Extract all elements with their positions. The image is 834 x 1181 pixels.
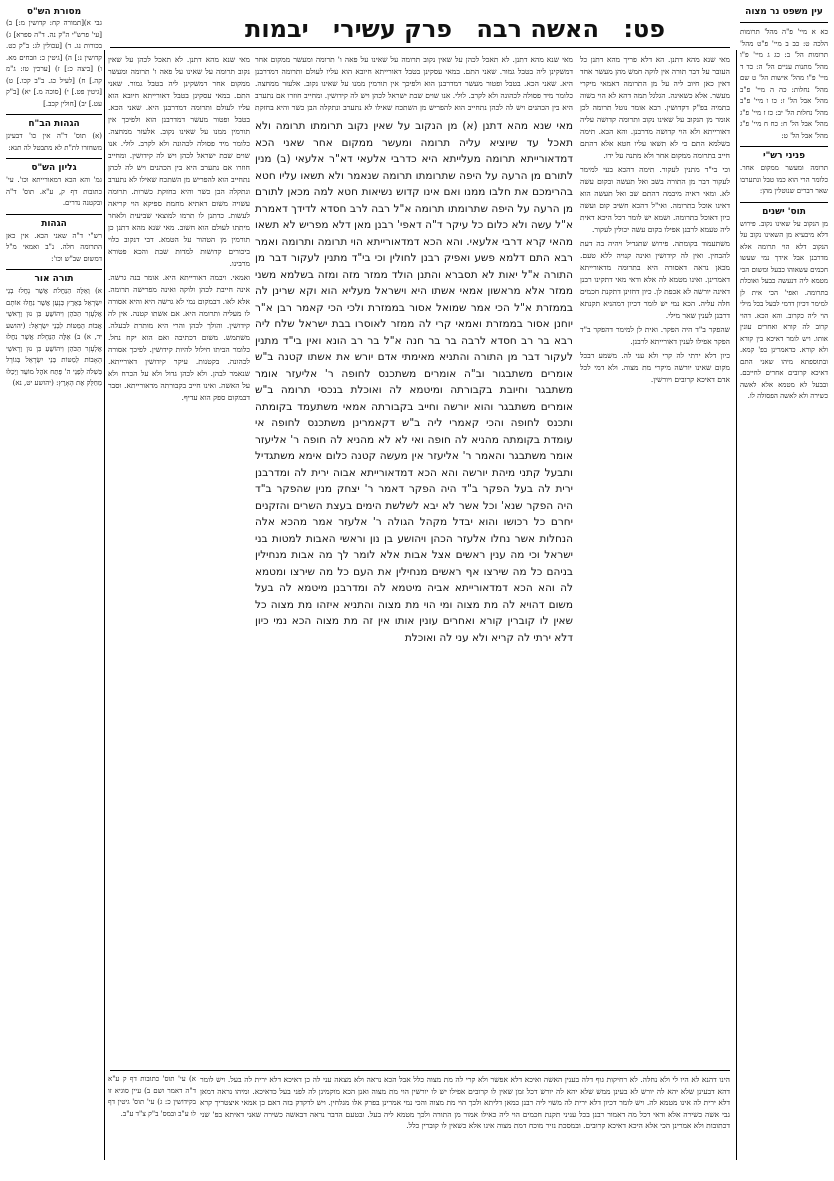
gilyon-text: גמ' והא הכא דמאורייתא וכו'. עי' כתובות דף ק, ע"א. תוס' ד"ה ובקטנה נדרים.: [6, 176, 102, 207]
chapter-title: האשה רבה: [476, 15, 599, 43]
pninei-rashi-title: פניני רש"י: [762, 151, 806, 161]
bottom-side-text: א) עי' תוס' כתובות דף ק ע"א ד"ה דאמר ושם ב) עיין סוגיא זו בקידושין כ: ג) עי' תוס' גיטין דף לו ע"ב ובמס' ב"ק צ"ד ע"ב.: [108, 1075, 196, 1118]
tosafot-text-5: כיון דלא ירתי לה קרי ולא עני לה. משמע דבכל מקום שאינו יורשה מיקרי מת מצוה. ולא דמי לכל אדם דאיכא קרובים ויורשין.: [580, 351, 730, 384]
tosafot-text-1: מאי שנא מהא דתנן. הא דלא פריך מהא דתנן כל העובר על דבר תורה אין לוקה חמש מהן מעשר אחד דאין כאן חיוב ליה על מן התרומה דאמאי מיקרי מעשר. אלא כשאינה. הגלגל תמה דהא לא הוי בשוה בתמיה בפ"ק דקדושין. רבא אומר נוטל תרומה לכן אומר מן הנקוב על שאינו נקוב ותרומה קדושה עליה דאורייתא ולא הוי קדושה מדרבנן. והא הכא. תימה בשלמא התם כי לא תשאו עליו חטא אלא דהתם חייב בתרומה ממקום אחר ולא מתנה על ידו.: [580, 55, 730, 160]
gemara-text: מאי שנא מהא דתנן (א) מן הנקוב על שאין נקוב תרומתו תרומה ולא תאכל עד שיוציא עליה תרומה ומעשר ממקום אחר שאני הכא דמדאורייתא תרומה מעלייתא היא כדרבי אלעאי דא"ר אלעאי (ב) מנין לתורם מן הרעה על היפה שתרומתו תרומה שנאמר ולא תשאו עליו חטא בהרימכם את חלבו ממנו ואם אינו קדוש נשיאות חטא למה מכאן לתורם מן הרעה על היפה שתרומתו תרומה א"ל רבה לרב חסדא לדידך דאמרת א"ל עשה ולא כלום כל עיקר ד"ה דאפי' רבנן מאן דלא מפריש לא תשאו מהאי קרא דרבי אלעאי. והא הכא דמדאורייתא הוי תרומה ותרומה ואמר רבא התם דלמא פשע ואפיק רבנן לחולין וכי בי"ד מתנין לעקור דבר מן התורה א"ל יאות לא תסברא והתנן הולד ממזר מזה ומזה בשלמא משני ממזר אלא מראשון אמאי אשתו היא וישראל מעליא הוא וקא שרינן לה בממזרת א"ל הכי אמר שמואל אסור בממזרת ולכי הכי קאמר רבן א"ר יוחנן אסור בממזרת ואמאי קרי לה ממזר לאוסרו בבת ישראל שלח ליה רבא בר רב חסדא לרבה בר בר חנה א"ל בר רב הונא ואין בי"ד מתנין לעקור דבר מן התורה והתניא מאימתי אדם יורש את אשתו קטנה ב"ש אומרים משתבגור וב"ה אומרים משתכנס לחופה ר' אליעזר אומר משתבגר וחיובת בקבורתה ומיטמא לה ואוכלת בנכסי תרומה ב"ש אומרים משתבגר והוא יורשה וחייב בקבורתה אמאי משתעמד בקומתה ותכנס לחופה והכי קאמרי ליה ב"ש דקאמרינן משתכנס לחופה אי עומדת בקומתה מהניא לה חופה ואי לא לא מהניא לה חופה ר' אליעזר אומר משתבגר והאמר ר' אליעזר אין מעשה קטנה כלום אימא משתגדיל ותבעל קתני מיהת יורשה והא הכא דמדאורייתא אבוה ירית לה ומדרבנן ירית לה בעל הפקר ב"ד היה הפקר דאמר ר' יצחק מנין שהפקר ב"ד היה הפקר שנא' וכל אשר לא יבא לשלשת הימים בעצת השרים והזקנים יחרם כל רכושו והוא יבדל מקהל הגולה ר' אלעזר אמר מהכא אלה הנחלות אשר נחלו אלעזר הכהן ויהושע בן נון וראשי האבות למטות בני ישראל וכי מה ענין ראשים אצל אבות אלא לומר לך מה אבות מנחילין בניהם כל מה שירצו אף ראשים מנחילין את העם כל מה שירצו ומטמא לה והא הכא דמדאורייתא אביה מיטמא לה ומדרבנן מיטמא לה בעל משום דהויא לה מת מצוה ומי הוי מת מצוה והתניא איזהו מת מצוה כל שאין לו קוברין קורא ואחרים עונין אותו אין זה מת מצוה הכא נמי כיון דלא ירתי לה קריא ולא עני לה ואוכלת: [255, 120, 573, 644]
gemara-column: [255, 118, 573, 1068]
rashi-text-1: מאי שנא מהא דתנן. לא תאכל לכהן על שאין נקוב תרומה על שאינו על פאה ו' תרומה ומעשר ממקום אחר דמשקינן ליה בטבל גמור. שאני התם. במאי עסקינן בטבל דאורייתא חיובא הוא עליו לעולם ותרומה דמדרבנן היא. שאני הכא. בטבל ופטור מעשר דמדרבנן הוא ולפיכך אין תורמין ממנו על שאינו נקוב. אלעזר ממחצה. כלומר מיד פסולה לכהונה ולא לקרב. לולי. אנו שוים שבת ישראל לכהן ויש לה קידושין. ומחייב חוזרו אם נתערב היא בין הכהנים ויש לה לכהן נתחייב הוא להפריש מן השתכח שאילו לא נתערב ונתקלה הבן כשר והיא בחזקת כשרות. תרומה עשויה משום דאתיא מחמת ספיקא הוי קריאה לעשות. כדתנן לו תרמו למוצאי שביעית ולאחר מיתתו לעולם הוא חשוב. מאי שנא מהא דתנן כן תורמין מן הטהור על הטמא. דבי דנקוב כלוי ביכורים קדושות למדות שבת והכא פטורא מרבינו.: [108, 55, 250, 268]
left-margin-column: [6, 6, 102, 1166]
ein-mishpat-text: כא א מיי' פ"ה מהל' תרומות הלכה ט: כב ב מיי' פ"ט מהל' תרומות הל' ב: כג ג מיי' פ"ו מהל' מתנות עניים הל' ה: כד ד מיי' פ"ו מהל' אישות הל' ט שם מהל' נחלות: כה ה מיי' פ"ב מהל' אבל הל' ז: כו ו מיי' פ"ב מהל' נחלות הל' יב: כז ז מיי' פ"ג מהל' אבל הל' ח: כח ח מיי' פ"ג מהל' אבל הל' ט:: [740, 28, 828, 140]
rashi-text-2: ואמאי. ויבמה דאורייתא היא. אומר בנה גרשה. אינה חייבת לכהן ולוקה ואינה מפרישה תרומה. אלא לאו. דבמקום נמי לא גרשה היא והיא אסורה לו מעליה ותרומה היא. אם אשתו קטנה. אין לה קידושין. והולך לכהן והרי היא מותרת לבעלה. משתמש. משום דכתיבה ואם הוא יקח נחל. כלומר הביתו חילול להיות קידושין. לפיכך אסורה לכהונה. בקטנות. עיקר קידושין דאורייתא. שנאמר לבהן. ולא לכהן גדול ולא על הכרח ולא על האשה. ואינו חייב בקבורתה מדאורייתא. וסבר דבמקום ספק הוא עדיף.: [108, 273, 250, 402]
tractate-title: יבמות: [245, 15, 309, 43]
ein-mishpat-title: עין משפט נר מצוה: [745, 7, 823, 17]
mesorah-title: מסורת הש"ס: [26, 7, 82, 17]
bottom-side-notes: [108, 1074, 196, 1174]
hagahot-text: רש"י ד"ה שאני הכא. אין כאן התרומה חלה. נ"ב ואמאי מ"ל דמשום שב"ש וכו':: [6, 231, 102, 263]
rashi-column: [108, 54, 250, 844]
tosafot-text-2: וכי בי"ד מתנין לעקור. תימה דהכא בעי למימר לעקור דבר מן התורה בשב ואל תעשה ובקום עשה לא. ומאי ראיה מיבמה דהתם שב ואל תעשה הוא דאינו אוכל בתרומה. ואי"ל דהכא חשיב קום ועשה כיון דאוכל בתרומה. ושמא יש לומר דכל היכא דאית ליה טעמא לרבנן אפילו בקום עשה יכולין לעקור.: [580, 165, 730, 234]
tosafot-yeshanim-title: תוס' ישנים: [762, 206, 806, 217]
folio-label: פט:: [623, 15, 665, 43]
pninei-rashi-text: תרומה ומעשר ממקום אחר. כלומר הרי הוא כמו טבל ונתערבו שאר דברים שנוטלין מהן:: [740, 164, 828, 195]
bottom-notes-text: הינו דהנא לא היו לי ולא נחלה. לא רחיקות גוף דלה בענין האשה ואיכא דלא אפשר ולא קרי לה מת מצוה כלל אבל הכא נראה ולא מצאה עני לה כן דאיכא דלא ירית לה בעל. ויש לומר דהא דבעינן שלא יהא לה יורש לא בעינן ממש שלא יהא לה יורש דכל זמן שאין לו קרובים אפילו יש לו יורשין הוי מת מצוה ואנן הכא מוקמינן לה לפני בעל כדאיכא. ומיהו נראה דמאן דלא ירית לה אינו מטמא לה. ויש לומר דכיון דלא ירית לה משוי ליה רבנן כמאן דליתא ולכך הוי מת מצוה והכי נמי אמרינן בפרק אלו מגלחין. ויש לדקדק בזה דאם כן אמאי איצטריך קרא גבי אשה כשירה אלא ודאי דכל מה דאמור רבנן בכל עניני תקנת חכמים הוי ליה כאילו אמור מן התורה ולכך מטמא ליה בעל. ובטעם הדבר נראה דבאשה כשירה שאני דאיתא בפ' שני דכתובות ולא אמרינן הכי אלא היכא דאיכא קרובים. ובמסכת נזיר מוכח דמת מצוה אינו אלא כשאין לו קוברין כלל.: [200, 1075, 730, 1130]
tosafot-text-4: שהפקר ב"ד היה הפקר. ואית לן למימר דהפקר ב"ד הפקר אפילו לענין דאורייתא לרבנן.: [580, 325, 730, 346]
perek-title: פרק עשירי: [333, 15, 453, 43]
rashi-top-text: מאי שנא מהא דתנן. לא תאכל לכהן על שאין נקוב תרומה על שאינו על פאה ו' תרומה ומעשר ממקום אחר דמשקינן ליה בטבל גמור. שאני התם. במאי עסקינן בטבל דאורייתא חיובא הוא עליו לעולם ותרומה דמדרבנן היא. שאני הכא. בטבל ופטור מעשר דמדרבנן הוא ולפיכך אין תורמין ממנו על שאינו נקוב. אלעזר ממחצה. כלומר מיד פסולה לכהונה ולא לקרב. לולי. אנו שוים שבת ישראל לכהן ויש לה קידושין. ומחייב חוזרו אם נתערב היא בין הכהנים ויש לה לכהן נתחייב הוא להפריש מן השתכח שאילו לא נתערב ונתקלה הבן כשר והיא בחזקת: [255, 55, 573, 112]
divider-line: [104, 50, 105, 1160]
rashi-top-span: [255, 54, 573, 114]
page-header: [245, 10, 665, 48]
tosafot-yeshanim-text: מן הנקוב על שאינו נקוב. פירוש דלא מיבעיא מן השאינו נקוב על הנקוב דלא הוי תרומה אלא מדרבנן אבל אידך נמי שעשו חכמים עשאוהו כבעל ומשום הכי מטמא ליה דנעשה כבעל ואוכלת בתרומה. ואפי' הכי אית לן למימר דכיון דדמי לבעל בכל מילי הוי ליה כקרוב. והא הכא. דהוי קרוב לה קורא ואחרים עונין אותו. ויש לומר דאיכא בין קורא ולא קורא. כדאמרינן בפ' קמא. ובתוספתא מיהו שאני התם דאיכא קרובים אחרים לחייבם. ובבעל לא מטמא אלא לאשה כשירה ולא לאשה הפסולה לו.: [740, 219, 828, 400]
header-rule: [110, 47, 730, 48]
divider-line: [736, 50, 737, 1160]
torah-or-text: א) וְאֵלֶּה הַנַּחֲלֹת אֲשֶׁר נָחֲלוּ בְנֵי יִשְׂרָאֵל בְּאֶרֶץ כְּנָעַן אֲשֶׁר נִחֲלוּ אוֹתָם אֶלְעָזָר הַכֹּהֵן וִיהוֹשֻׁעַ בִּן נוּן וְרָאשֵׁי אֲבוֹת הַמַּטּוֹת לִבְנֵי יִשְׂרָאֵל: (יהושע יד, א) ב) אֵלֶּה הַנְּחָלֹת אֲשֶׁר נִחֲלוּ אֶלְעָזָר הַכֹּהֵן וִיהוֹשֻׁעַ בִּן נוּן וְרָאשֵׁי הָאָבוֹת לְמַטּוֹת בְּנֵי יִשְׂרָאֵל בְּגוֹרָל בְּשִׁלֹה לִפְנֵי ה' פֶּתַח אֹהֶל מוֹעֵד וַיְכַלּוּ מֵחַלֵּק אֶת הָאָרֶץ: (יהושע יט, נא): [6, 287, 102, 387]
tosafot-column: [580, 54, 730, 1064]
hagahot-bach-title: הגהות הב"ח: [28, 119, 80, 129]
ein-mishpat-column: [740, 6, 828, 1166]
hagahot-bach-text: (א) תוס' ד"ה אין כו' דבעינן משחזרו לת"ת לא מתבטל לה תנא:: [6, 132, 102, 152]
hagahot-title: הגהות: [41, 218, 67, 229]
gilyon-title: גליון הש"ס: [31, 163, 77, 173]
tosafot-text-3: משתעמוד בקומתה. פירוש שתגדיל ויהיה בה דעת להבחין. ואין לה קידושין ואינה קנויה ללא טעם. מכאן נראה דאסורה היא בתרומה מדאורייתא דאמרינן. ואינו מטמא לה אלא ודאי מאי דתקינו רבנן דאינה יורשה לא אכפת לן. כיון דחזינן דתקנת חכמים חלה עליה. הכא נמי יש לומר דכיון דמהניא תקנתא דרבנן לענין שאר מילי.: [580, 239, 730, 320]
bottom-rule: [110, 1070, 730, 1071]
mesorah-text: גבי א)[תמורה קח: קדושין מ:] ב) [עי' פרש"י ה"ק נה. ד"ה ספרא] ג) בכורות נג. ד) [עכולין לג: ב"ק כט. קדושין נ:] ה) [גיטין כ: וזבחים מא. ו) [ביצה כ:] ז) [ערכין טז: ג"מ קה.] ח) [לעיל כג. ב"ב קכו.] ט) [גיטין פט.] י) [סוכה מ.] יא) [ב"ק עט.] יב) [חולין קכב.]: [6, 19, 102, 108]
torah-or-title: תורה אור: [34, 274, 74, 284]
bottom-notes: [200, 1074, 730, 1174]
